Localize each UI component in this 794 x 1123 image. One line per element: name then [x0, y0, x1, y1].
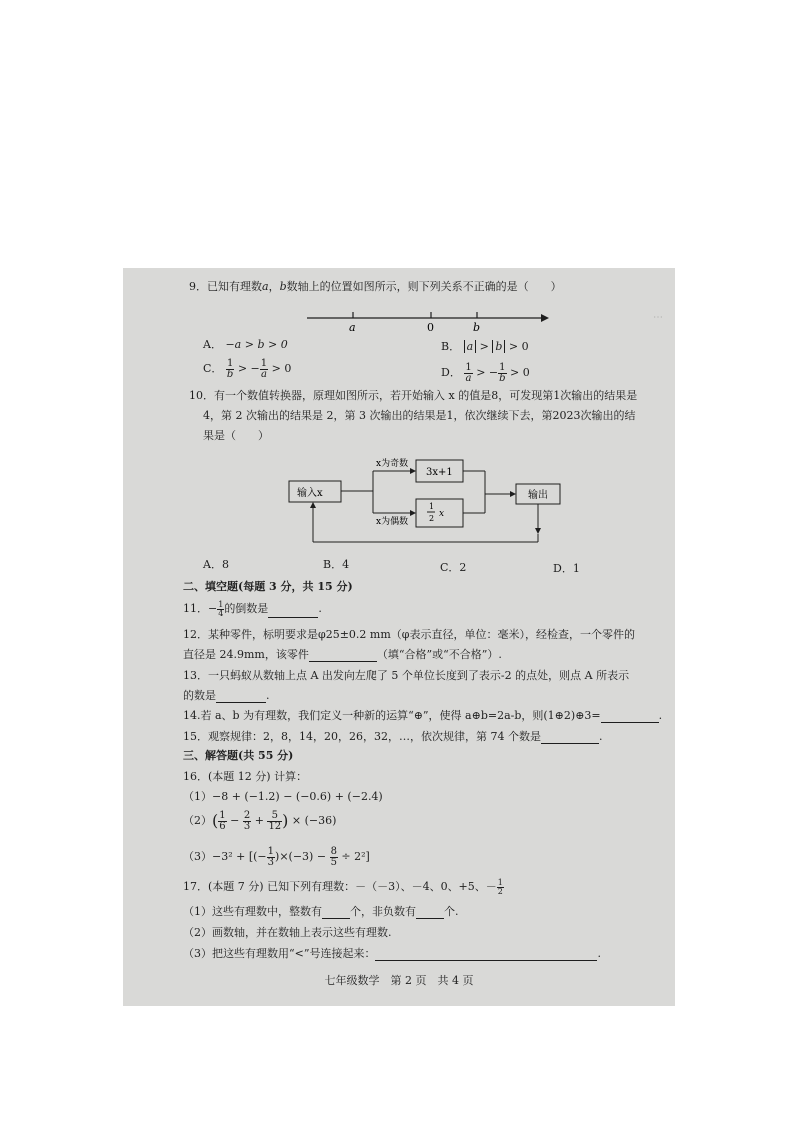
q16-stem: 16．(本题 12 分) 计算： [183, 770, 308, 783]
q17-part-2: （2）画数轴，并在数轴上表示这些有理数. [183, 926, 392, 939]
flow-even-num: 1 [429, 502, 435, 511]
section-fill-in-title: 二、填空题(每题 3 分，共 15 分) [183, 580, 353, 593]
q10-option-a[interactable]: A．8 [203, 558, 229, 571]
q10-option-c[interactable]: C．2 [440, 561, 467, 574]
q16-part-1: （1）−8 + (−1.2) − (−0.6) + (−2.4) [183, 790, 383, 803]
q12-line-2: 直径是 24.9mm，该零件 （填“合格”或“不合格”）. [183, 648, 502, 661]
q10-flowchart [283, 456, 568, 556]
number-line-arrow [541, 314, 549, 322]
flow-even-var: x [439, 509, 445, 519]
flow-odd-label: x为奇数 [376, 459, 409, 469]
q12-answer-blank[interactable] [309, 661, 377, 662]
q14-answer-blank[interactable] [601, 722, 659, 723]
q9-option-c[interactable]: C． $\frac{1}{b}$ > − $\frac{1}{a}$ > 0 [203, 357, 292, 380]
q17-integer-count-blank[interactable] [322, 918, 350, 919]
bleed-through-mark: ⋯ [653, 312, 663, 323]
q11: 11．− $\frac{1}{4}$ 的倒数是 . [183, 599, 322, 618]
q17-part-1: （1）这些有理数中，整数有 个，非负数有 个. [183, 905, 459, 918]
label-a: a [349, 321, 356, 334]
q13-line-2: 的数是 . [183, 689, 270, 702]
flow-even-den: 2 [429, 514, 435, 523]
q15-answer-blank[interactable] [541, 743, 599, 744]
q10-line-3: 果是（ ） [203, 429, 269, 442]
label-zero: 0 [427, 321, 434, 334]
q17-part-3: （3）把这些有理数用“<”号连接起来： . [183, 947, 601, 960]
q10-line-1: 10．有一个数值转换器，原理如图所示，若开始输入 x 的值是8，可发现第1次输出的结果是 [189, 389, 638, 402]
q10-option-d[interactable]: D．1 [553, 562, 580, 575]
flow-odd-op: 3x+1 [426, 467, 453, 478]
q9-option-d[interactable]: D． $\frac{1}{a}$ > − $\frac{1}{b}$ > 0 [441, 361, 530, 384]
q10-option-b[interactable]: B．4 [323, 558, 350, 571]
q15: 15．观察规律：2，8，14，20，26，32，…，依次规律，第 74 个数是 . [183, 730, 603, 743]
q12-line-1: 12．某种零件，标明要求是φ25±0.2 mm（φ表示直径，单位：毫米），经检查，一个零件的 [183, 628, 635, 641]
q10-line-2: 4，第 2 次输出的结果是 2，第 3 次输出的结果是1，依次继续下去，第2023次输出的结 [203, 409, 636, 422]
flow-even-label: x为偶数 [376, 517, 409, 527]
exam-paper [123, 268, 675, 1006]
page-footer: 七年级数学 第 2 页 共 4 页 [324, 974, 474, 987]
q16-part-3: （3）−3² + [(− $\frac{1}{3}$ )×(−3) − $\frac{8}{5}$ ÷ 2²] [183, 845, 370, 868]
flow-output-label: 输出 [528, 490, 548, 501]
q17-nonnegative-count-blank[interactable] [416, 918, 444, 919]
q11-answer-blank[interactable] [268, 617, 318, 618]
q16-part-2: （2）( $\frac{1}{6}$ − $\frac{2}{3}$ + $\frac{5}{12}$ ) × (−36) [183, 809, 337, 832]
q13-line-1: 13．一只蚂蚁从数轴上点 A 出发向左爬了 5 个单位长度到了表示-2 的点处，则点 A 所表示 [183, 669, 630, 682]
section-solve-title: 三、解答题(共 55 分) [183, 749, 294, 762]
label-b: b [473, 321, 481, 334]
q13-answer-blank[interactable] [216, 702, 266, 703]
q17-order-blank[interactable] [375, 960, 597, 961]
q9-number-line [303, 308, 553, 334]
q17-stem: 17．(本题 7 分) 已知下列有理数：－（－3）、－4、0、+5、－ $\frac{1}{2}$ [183, 877, 503, 896]
q9-option-b[interactable]: B． a > b > 0 [441, 340, 529, 353]
q9-stem: 9．已知有理数a，b数轴上的位置如图所示，则下列关系不正确的是（ ） [189, 280, 562, 293]
q14: 14.若 a、b 为有理数，我们定义一种新的运算“⊕”，使得 a⊕b=2a-b，则(1⊕2)⊕3= . [183, 709, 663, 722]
q9-option-a[interactable]: A． −a > b > 0 [203, 338, 288, 351]
flow-input-label: 输入x [297, 488, 323, 499]
